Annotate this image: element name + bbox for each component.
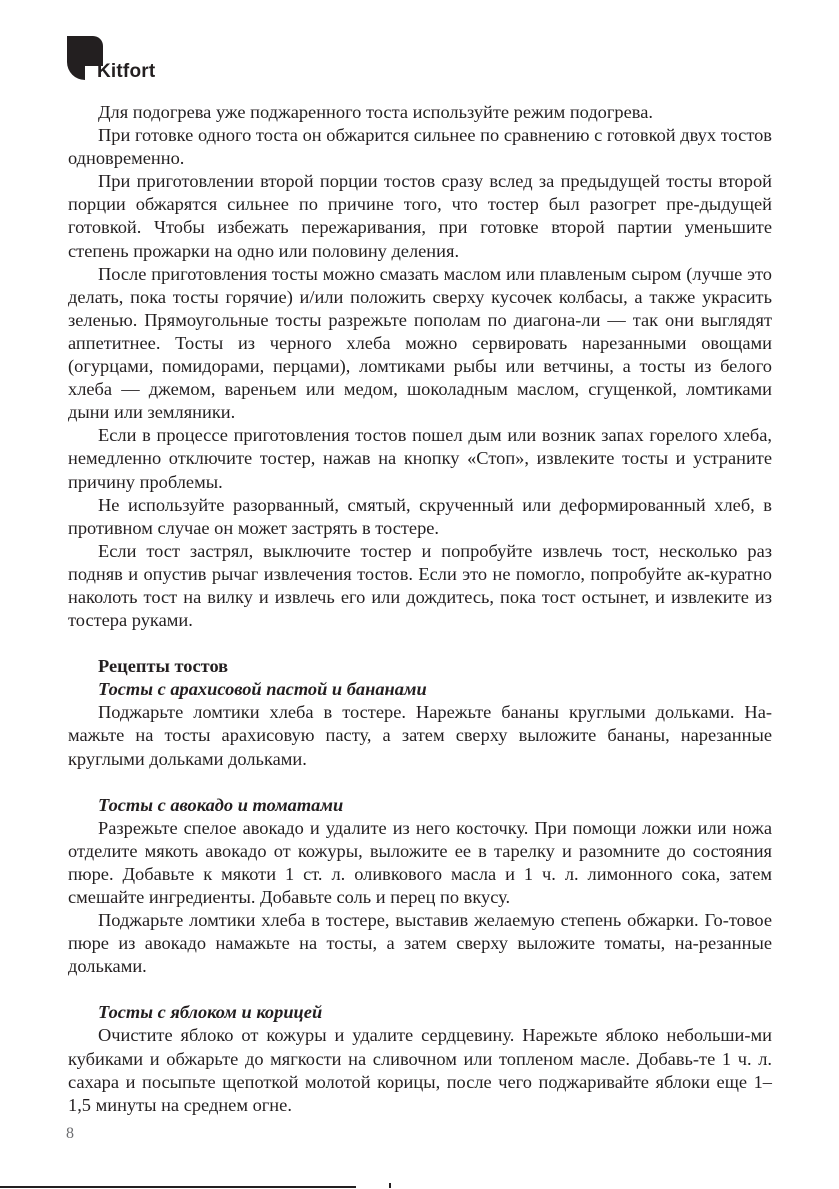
- logo-text: Kitfort: [97, 61, 156, 82]
- paragraph: Для подогрева уже поджаренного тоста используйте режим подогрева.: [98, 102, 653, 122]
- paragraph: При приготовлении второй порции тостов сразу вслед за предыдущей тосты второй порции обжарятся сильнее по причине того, что тостер был разогрет пре-дыдущей готовкой. Чтобы избежать пережаривания, при готовке второй партии уменьшите степень прожарки на одно или половину деления.: [68, 171, 772, 261]
- recipe-paragraph: Поджарьте ломтики хлеба в тостере. Нарежьте бананы круглыми дольками. На-мажьте на тосты арахисовую пасту, а затем сверху выложите бананы, нарезанные круглыми дольками дольками.: [68, 702, 772, 769]
- recipe-title: Тосты с арахисовой пастой и бананами: [98, 679, 427, 700]
- page-content: [68, 101, 772, 1117]
- paragraph: При готовке одного тоста он обжарится сильнее по сравнению с готовкой двух тостов одновременно.: [68, 125, 772, 169]
- crop-mark-tick: [389, 1183, 391, 1188]
- recipe-title: Тосты с яблоком и корицей: [98, 1002, 323, 1023]
- crop-mark-rule: [0, 1186, 356, 1188]
- page-number: 8: [66, 1125, 74, 1142]
- paragraph: После приготовления тосты можно смазать маслом или плавленым сыром (лучше это делать, пока тосты горячие) и/или положить сверху кусочек колбасы, а также украсить зеленью. Прямоугольные тосты разрежьте пополам по диагона-ли — так они выглядят аппетитнее. Тосты из черного хлеба можно сервировать нарезанными овощами (огурцами, помидорами, перцами), ломтиками рыбы или ветчины, а тосты из белого хлеба — джемом, вареньем или медом, шоколадным маслом, сгущенкой, ломтиками дыни или земляники.: [68, 263, 772, 423]
- paragraph: Если в процессе приготовления тостов пошел дым или возник запах горелого хлеба, немедленно отключите тостер, нажав на кнопку «Стоп», извлеките тосты и устраните причину проблемы.: [68, 425, 772, 492]
- paragraph: Если тост застрял, выключите тостер и попробуйте извлечь тост, несколько раз подняв и опустив рычаг извлечения тостов. Если это не помогло, попробуйте ак-куратно наколоть тост на вилку и извлечь его или дождитесь, пока тост остынет, и извлеките из тостера руками.: [68, 540, 772, 631]
- recipe-paragraph: Очистите яблоко от кожуры и удалите сердцевину. Нарежьте яблоко небольши-ми кубиками и обжарьте до мягкости на сливочном или топленом масле. Добавь-те 1 ч. л. сахара и посыпьте щепоткой молотой корицы, после чего поджаривайте яблоки еще 1–1,5 минуты на среднем огне.: [68, 1025, 772, 1115]
- paragraph: Не используйте разорванный, смятый, скрученный или деформированный хлеб, в противном случае он может застрять в тостере.: [68, 494, 772, 538]
- recipes-heading: Рецепты тостов: [98, 656, 229, 677]
- recipe-title: Тосты с авокадо и томатами: [98, 794, 344, 815]
- brand-logo: [67, 36, 187, 86]
- recipe-paragraph: Разрежьте спелое авокадо и удалите из него косточку. При помощи ложки или ножа отделите мякоть авокадо от кожуры, выложите ее в тарелку и разомните до состояния пюре. Добавьте к мякоти 1 ст. л. оливкового масла и 1 ч. л. лимонного сока, затем смешайте ингредиенты. Добавьте соль и перец по вкусу.: [68, 817, 772, 907]
- recipe-paragraph: Поджарьте ломтики хлеба в тостере, выставив желаемую степень обжарки. Го-товое пюре из авокадо намажьте на тосты, а затем сверху выложите томаты, на-резанные дольками.: [68, 910, 772, 977]
